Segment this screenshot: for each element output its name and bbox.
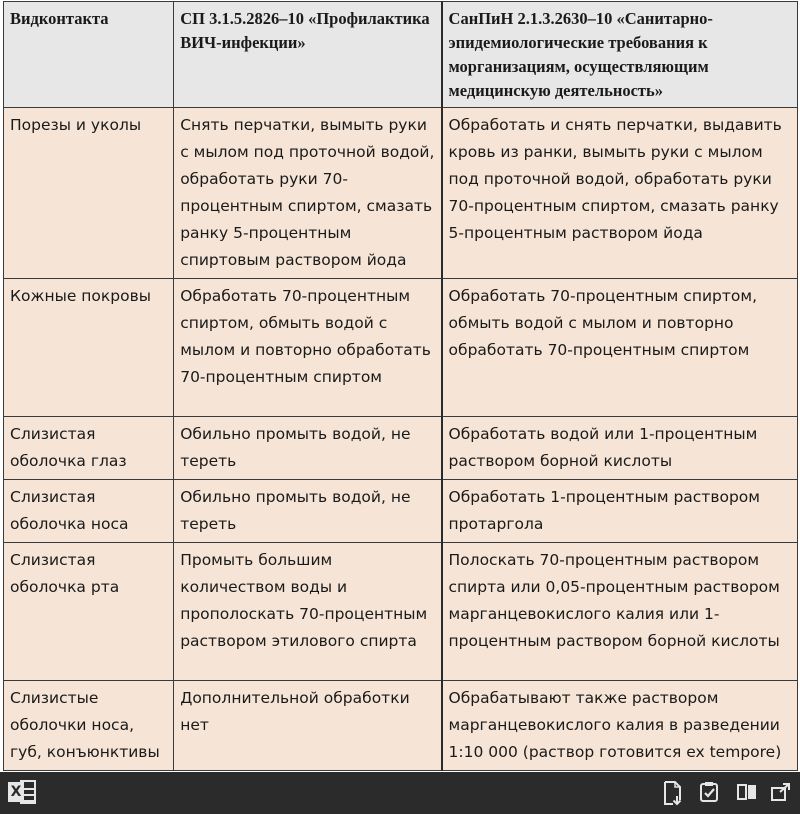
cell-sp-measures: Дополнительной обработки нет: [174, 681, 442, 771]
cell-contact-type: Слизистая оболочка рта: [4, 543, 174, 681]
cell-sanpin-measures: Обработать и снять перчатки, выдавить кровь из ранки, вымыть руки с мылом под проточной водой, обработать руки 70-процентным спиртом, смазать ранку 5-процентным раствором йода: [442, 108, 798, 279]
table-row: [4, 681, 798, 771]
cell-contact-type: Кожные покровы: [4, 279, 174, 417]
cell-sp-measures: Обильно промыть водой, не тереть: [174, 417, 442, 480]
table-row: [4, 417, 798, 480]
cell-sp-measures: Промыть большим количеством воды и прополоскать 70-процентным раствором этилового спирта: [174, 543, 442, 681]
cell-contact-type: Порезы и уколы: [4, 108, 174, 279]
header-sp-hiv-prevention: СП 3.1.5.2826–10 «Профилактика ВИЧ-инфекции»: [174, 2, 442, 108]
header-contact-type: Видконтакта: [4, 2, 174, 108]
table-row: [4, 279, 798, 417]
table-header-row: [4, 2, 798, 108]
cell-sanpin-measures: Обработать 1-процентным раствором протаргола: [442, 480, 798, 543]
table-row: [4, 543, 798, 681]
comparison-table-container: [3, 1, 798, 771]
clipboard-check-icon[interactable]: [696, 780, 722, 804]
cell-sp-measures: Обработать 70-процентным спиртом, обмыть водой с мылом и повторно обработать 70-процентным спиртом: [174, 279, 442, 417]
cell-sp-measures: Обильно промыть водой, не тереть: [174, 480, 442, 543]
open-external-icon[interactable]: [768, 780, 794, 804]
table-row: [4, 108, 798, 279]
cell-sp-measures: Снять перчатки, вымыть руки с мылом под проточной водой, обработать руки 70-процентным спиртом, смазать ранку 5-процентным спиртовым раствором йода: [174, 108, 442, 279]
cell-sanpin-measures: Обрабатывают также раствором марганцевокислого калия в разведении 1:10 000 (раствор готовится ex tempore): [442, 681, 798, 771]
cell-contact-type: Слизистая оболочка носа: [4, 480, 174, 543]
cell-sanpin-measures: Полоскать 70-процентным раствором спирта или 0,05-процентным раствором марганцевокислого калия или 1-процентным раствором борной кислоты: [442, 543, 798, 681]
cell-contact-type: Слизистые оболочки носа, губ, конъюнктивы: [4, 681, 174, 771]
document-arrow-icon[interactable]: [660, 780, 686, 804]
cell-contact-type: Слизистая оболочка глаз: [4, 417, 174, 480]
comparison-table: [3, 1, 798, 771]
header-sanpin-requirements: СанПиН 2.1.3.2630–10 «Санитарно-эпидемиологические требования к морганизациям, осуществляющим медицинскую деятельность»: [442, 2, 798, 108]
cell-sanpin-measures: Обработать 70-процентным спиртом, обмыть водой с мылом и повторно обработать 70-процентным спиртом: [442, 279, 798, 417]
cell-sanpin-measures: Обработать водой или 1-процентным раствором борной кислоты: [442, 417, 798, 480]
table-row: [4, 480, 798, 543]
bottom-toolbar: [0, 772, 800, 814]
excel-icon[interactable]: X: [8, 780, 38, 806]
reading-view-icon[interactable]: [734, 780, 760, 804]
